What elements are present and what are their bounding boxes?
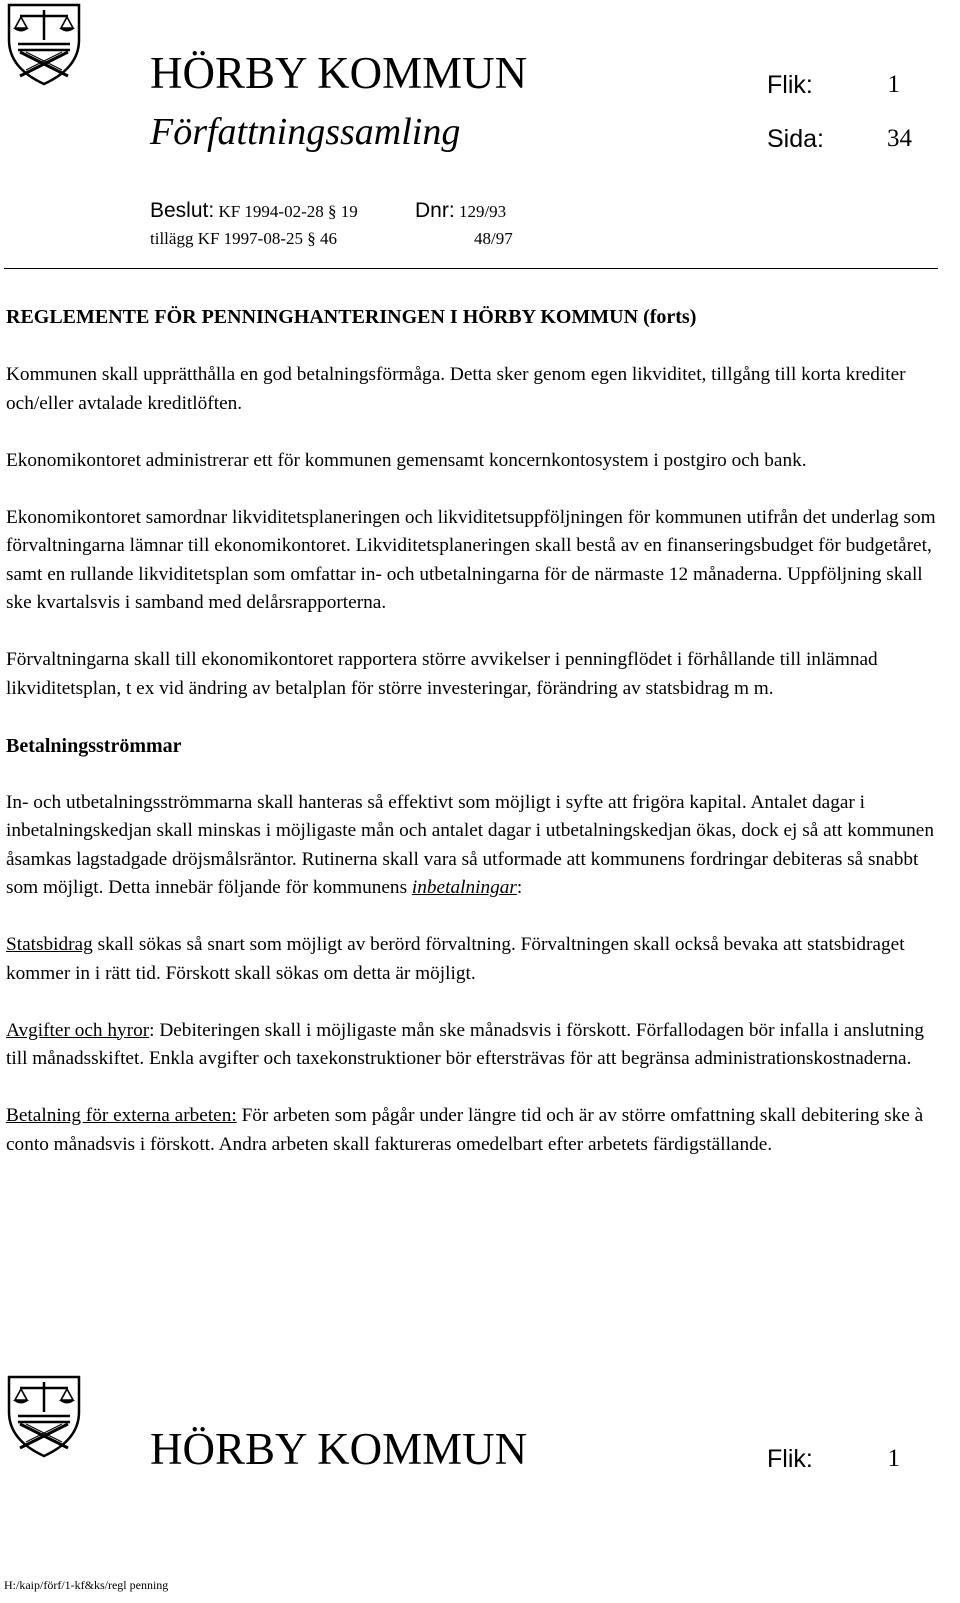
sida-label: Sida: <box>767 125 824 153</box>
emphasis-inbetalningar: inbetalningar <box>411 877 517 898</box>
beslut-label: Beslut: <box>150 199 215 222</box>
paragraph-account-system: Ekonomikontoret administrerar ett för kommunen gemensamt koncernkontosystem i postgiro och bank. <box>6 449 807 471</box>
footer-flik-label: Flik: <box>767 1445 813 1473</box>
term-avgifter-och-hyror: Avgifter och hyror <box>6 1019 150 1041</box>
document-body <box>6 361 941 1188</box>
amendment-line: tillägg KF 1997-08-25 § 46 <box>150 229 337 248</box>
beslut-value: KF 1994-02-28 § 19 <box>218 202 358 221</box>
footer-flik-value: 1 <box>887 1445 900 1472</box>
term-statsbidrag: Statsbidrag <box>6 934 93 955</box>
paragraph-payment-flows: In- och utbetalningsströmmarna skall hanteras så effektivt som möjligt i syfte att frigöra kapital. Antalet dagar i inbetalningskedjan skall minskas i möjligaste mån och antalet dagar i utbetalningskedjan ökas, dock ej så att kommunen åsamkas lagstadgade dröjsmålsräntor. Rutinerna skall vara så utformade att kommunens fordringar debiteras så snabbt som möjligt. Detta innebär följande för kommunens inbetalningar: <box>6 791 934 898</box>
coat-of-arms-logo-footer <box>6 1374 82 1458</box>
footer-organization-name: HÖRBY KOMMUN <box>150 1424 528 1474</box>
paragraph-reporting: Förvaltningarna skall till ekonomikontoret rapportera större avvikelser i penningflödet i förhållande till inlämnad likviditetsplan, t ex vid ändring av betalplan för större investeringar, förändring av statsbidrag m m. <box>6 649 878 699</box>
paragraph-liquidity: Kommunen skall upprätthålla en god betalningsförmåga. Detta sker genom egen likviditet, tillgång till korta krediter och/eller avtalade kreditlöften. <box>6 364 906 414</box>
decision-line <box>150 200 358 223</box>
paragraph-planning: Ekonomikontoret samordnar likviditetsplaneringen och likviditetsuppföljningen för kommunen utifrån det underlag som förvaltningarna lämnar till ekonomikontoret. Likviditetsplaneringen skall bestå av en finanseringsbudget för budgetåret, samt en rullande likviditetsplan som omfattar in- och utbetalningarna för de närmaste 12 månaderna. Uppföljning skall ske kvartalsvis i samband med delårsrapporterna. <box>6 506 936 613</box>
paragraph-externa-arbeten: Betalning för externa arbeten: För arbeten som pågår under längre tid och är av större omfattning skall debitering ske à conto månadsvis i förskott. Andra arbeten skall faktureras omedelbart efter arbetets färdigställande. <box>6 1105 924 1155</box>
collection-subtitle: Författningssamling <box>150 111 461 153</box>
document-title: REGLEMENTE FÖR PENNINGHANTERINGEN I HÖRBY KOMMUN (forts) <box>6 306 697 328</box>
organization-name: HÖRBY KOMMUN <box>150 48 528 98</box>
coat-of-arms-logo <box>6 2 82 86</box>
header-divider <box>4 268 938 269</box>
dnr-line <box>415 200 506 223</box>
flik-value: 1 <box>887 71 900 98</box>
flik-label: Flik: <box>767 71 813 99</box>
section-heading-betalningsstrommar: Betalningsströmmar <box>6 734 182 757</box>
amendment-dnr: 48/97 <box>474 229 513 248</box>
file-path: H:/kaip/förf/1-kf&ks/regl penning <box>4 1578 169 1592</box>
sida-value: 34 <box>887 125 912 152</box>
dnr-value: 129/93 <box>458 202 507 221</box>
dnr-label: Dnr: <box>415 199 455 222</box>
paragraph-statsbidrag: Statsbidrag skall sökas så snart som möjligt av berörd förvaltning. Förvaltningen skall också bevaka att statsbidraget kommer in i rätt tid. Förskott skall sökas om detta är möjligt. <box>6 934 905 984</box>
term-betalning-externa-arbeten: Betalning för externa arbeten: <box>6 1105 237 1126</box>
paragraph-avgifter: Avgifter och hyror: Debiteringen skall i möjligaste mån ske månadsvis i förskott. Förfallodagen bör infalla i anslutning till månadsskiftet. Enkla avgifter och taxekonstruktioner bör eftersträvas för att begränsa administrationskostnaderna. <box>6 1019 924 1069</box>
